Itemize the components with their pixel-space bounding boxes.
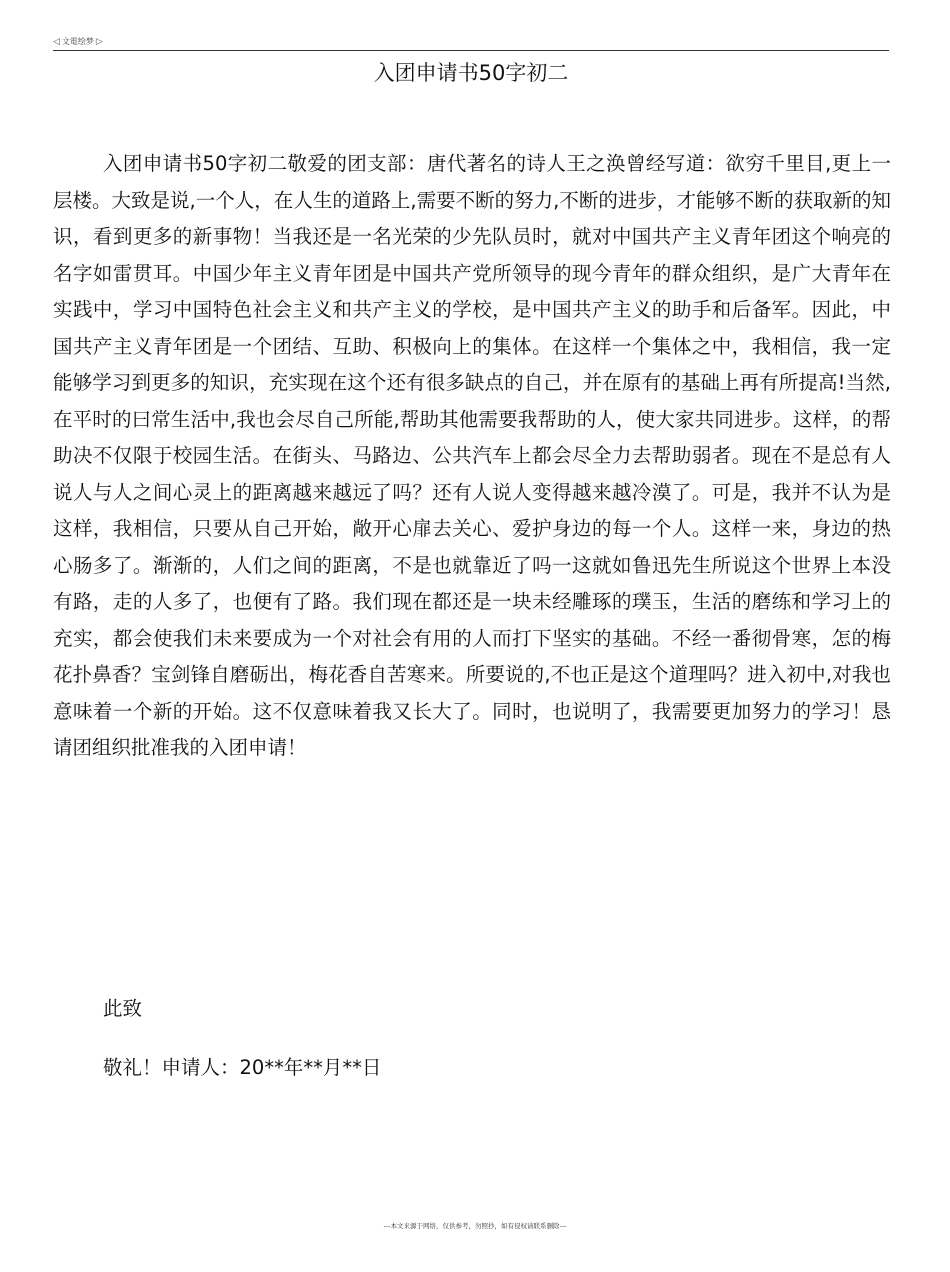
closing-signature: 敬礼！申请人：20**年**月**日: [103, 1056, 382, 1079]
header-logo: [53, 36, 103, 48]
triangle-right-icon: ▷: [95, 37, 103, 47]
document-title: 入团申请书50字初二: [373, 61, 569, 85]
closing-salutation: 此致: [103, 997, 143, 1020]
document-body: 入团申请书50字初二敬爱的团支部：唐代著名的诗人王之涣曾经写道：欲穷千里目,更上一层楼。大致是说,一个人，在人生的道路上,需要不断的努力,不断的进步，才能够不断的获取新的知识，看到更多的新事物！当我还是一名光荣的少先队员时，就对中国共产主义青年团这个响亮的名字如雷贯耳。中国少年主义青年团是中国共产党所领导的现今青年的群众组织，是广大青年在实践中，学习中国特色社会主义和共产主义的学校，是中国共产主义的助手和后备军。因此，中国共产主义青年团是一个团结、互助、积极向上的集体。在这样一个集体之中，我相信，我一定能够学习到更多的知识，充实现在这个还有很多缺点的自己，并在原有的基础上再有所提高!当然,在平时的曰常生活中,我也会尽自己所能,帮助其他需要我帮助的人，使大家共同进步。这样，的帮助决不仅限于校园生活。在街头、马路边、公共汽车上都会尽全力去帮助弱者。现在不是总有人说人与人之间心灵上的距离越来越远了吗？还有人说人变得越来越冷漠了。可是，我并不认为是这样，我相信，只要从自己开始，敞开心扉去关心、爱护身边的每一个人。这样一来，身边的热心肠多了。渐渐的，人们之间的距离，不是也就靠近了吗一这就如鲁迅先生所说这个世界上本没有路，走的人多了，也便有了路。我们现在都还是一块未经雕琢的璞玉，生活的磨练和学习上的充实，都会使我们未来要成为一个对社会有用的人而打下坚实的基础。不经一番彻骨寒，怎的梅花扑鼻香？宝剑锋自磨砺出，梅花香自苦寒来。所要说的,不也正是这个道理吗？进入初中,对我也意味着一个新的开始。这不仅意味着我又长大了。同时，也说明了，我需要更加努力的学习！恳请团组织批准我的入团申请！: [53, 152, 891, 759]
page-header: [53, 36, 889, 51]
header-logo-text: 文電绘梦: [61, 37, 94, 46]
footer-disclaimer: ---本文来源于网络，仅供参考，勿照抄，如有侵权请联系删除---: [383, 1222, 567, 1230]
triangle-left-icon: ◁: [53, 37, 60, 47]
